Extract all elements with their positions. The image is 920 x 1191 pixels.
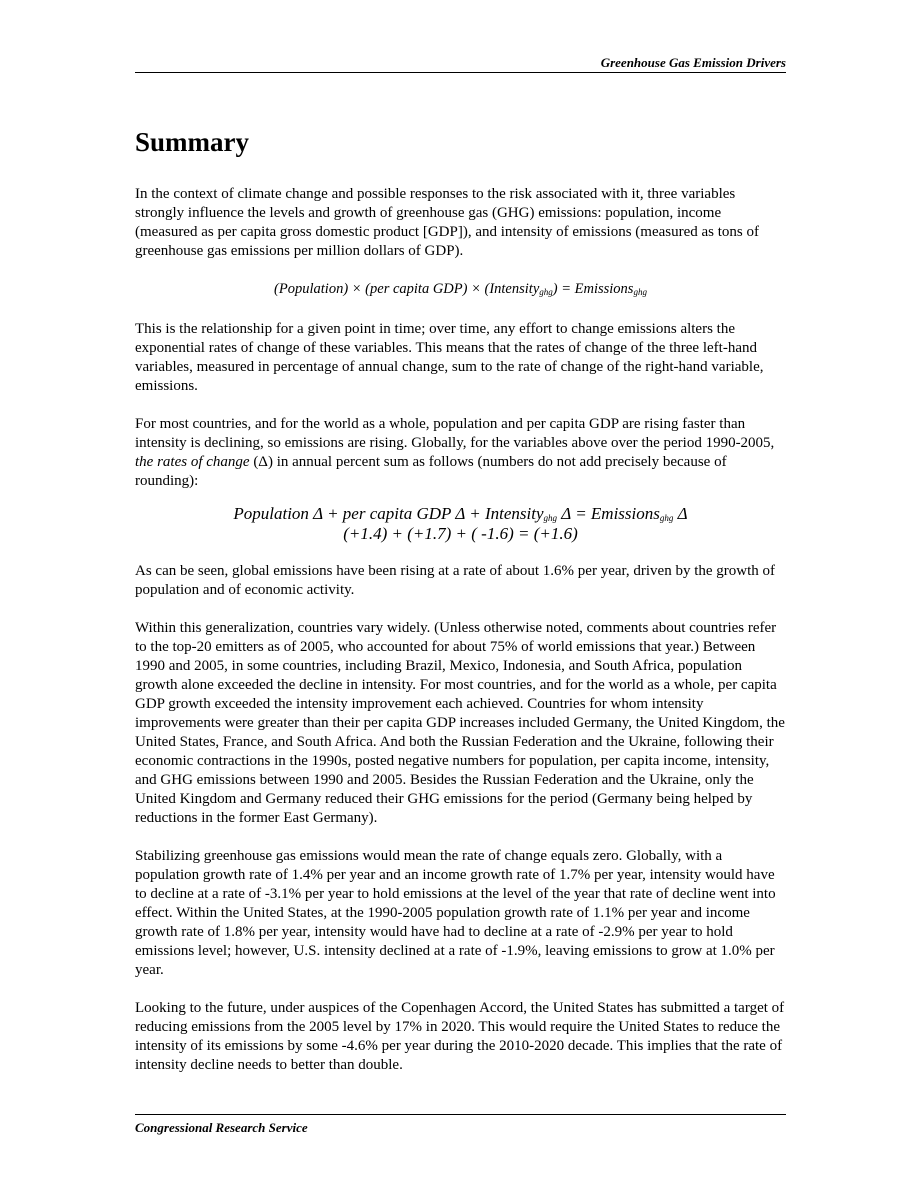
paragraph-future: Looking to the future, under auspices of the Copenhagen Accord, the United States has submitted a target of reducing emissions from the 2005 level by 17% in 2020. This would require the United States to reduce the intensity of its emissions by some -4.6% per year during the 2010-2020 decade. This implies that the rate of intensity decline needs to better than double. bbox=[135, 1000, 785, 1073]
eq2-part1: Population Δ + per capita GDP Δ + Intensity bbox=[233, 504, 544, 523]
paragraph-rates bbox=[135, 415, 786, 491]
p3-emphasis: the rates of change bbox=[135, 454, 250, 470]
footer-rule bbox=[135, 1114, 786, 1115]
page-content bbox=[135, 124, 786, 1094]
eq2-part3: Δ bbox=[673, 504, 688, 523]
paragraph-relationship: This is the relationship for a given point in time; over time, any effort to change emissions alters the exponential rates of change of these variables. This means that the rates of change of the three left-hand variables, measured in percentage of annual change, sum to the rate of change of the right-hand variable, emissions. bbox=[135, 321, 764, 394]
eq1-part1: (Population) × (per capita GDP) × (Intensity bbox=[274, 281, 540, 297]
equation-identity bbox=[135, 280, 786, 299]
running-footer: Congressional Research Service bbox=[135, 1120, 308, 1135]
header-rule bbox=[135, 72, 786, 73]
eq1-sub2: ghg bbox=[633, 287, 647, 297]
eq2-line1 bbox=[135, 504, 786, 524]
eq2-sub1: ghg bbox=[543, 513, 558, 523]
eq2-line2: (+1.4) + (+1.7) + ( -1.6) = (+1.6) bbox=[343, 524, 578, 543]
eq2-sub2: ghg bbox=[659, 513, 674, 523]
p3-text-b: (Δ) in annual percent sum as follows (numbers do not add precisely because of rounding): bbox=[135, 454, 727, 489]
section-heading: Summary bbox=[135, 127, 249, 157]
paragraph-global-emissions: As can be seen, global emissions have been rising at a rate of about 1.6% per year, driven by the growth of population and of economic activity. bbox=[135, 563, 776, 598]
paragraph-countries: Within this generalization, countries vary widely. (Unless otherwise noted, comments about countries refer to the top-20 emitters as of 2005, who accounted for about 75% of world emissions that year.) Between 1990 and 2005, in some countries, including Brazil, Mexico, Indonesia, and South Africa, population growth alone exceeded the decline in intensity. For most countries, and for the world as a whole, per capita GDP growth exceeded the intensity improvement each achieved. Countries for whom intensity improvements were greater than their per capita GDP increases included Germany, the United Kingdom, the United States, France, and South Africa. And both the Russian Federation and the Ukraine, following their economic contractions in the 1990s, posted negative numbers for population, per capita income, intensity, and GHG emissions between 1990 and 2005. Besides the Russian Federation and the Ukraine, only the United Kingdom and Germany reduced their GHG emissions for the period (Germany being helped by reductions in the former East Germany). bbox=[135, 620, 785, 826]
running-header: Greenhouse Gas Emission Drivers bbox=[600, 55, 786, 70]
p3-text-a: For most countries, and for the world as a whole, population and per capita GDP are rising faster than intensity is declining, so emissions are rising. Globally, for the variables above over the period 1990-2005, bbox=[135, 416, 775, 451]
equation-rates bbox=[135, 504, 786, 544]
paragraph-stabilizing: Stabilizing greenhouse gas emissions would mean the rate of change equals zero. Globally, with a population growth rate of 1.4% per year and an income growth rate of 1.7% per year, intensity would have to decline at a rate of -3.1% per year to hold emissions at the level of the year that rate of decline went into effect. Within the United States, at the 1990-2005 population growth rate of 1.1% per year and income growth rate of 1.8% per year, intensity would have had to decline at a rate of -2.9% per year to hold emissions level; however, U.S. intensity declined at a rate of -1.9%, leaving emissions to grow at 1.0% per year. bbox=[135, 848, 776, 978]
eq2-part2: Δ = Emissions bbox=[557, 504, 660, 523]
eq1-part2: ) = Emissions bbox=[552, 281, 634, 297]
paragraph-intro: In the context of climate change and possible responses to the risk associated with it, three variables strongly influence the levels and growth of greenhouse gas (GHG) emissions: population, income (measured as per capita gross domestic product [GDP]), and intensity of emissions (measured as tons of greenhouse gas emissions per million dollars of GDP). bbox=[135, 186, 760, 259]
eq1-sub1: ghg bbox=[539, 287, 553, 297]
